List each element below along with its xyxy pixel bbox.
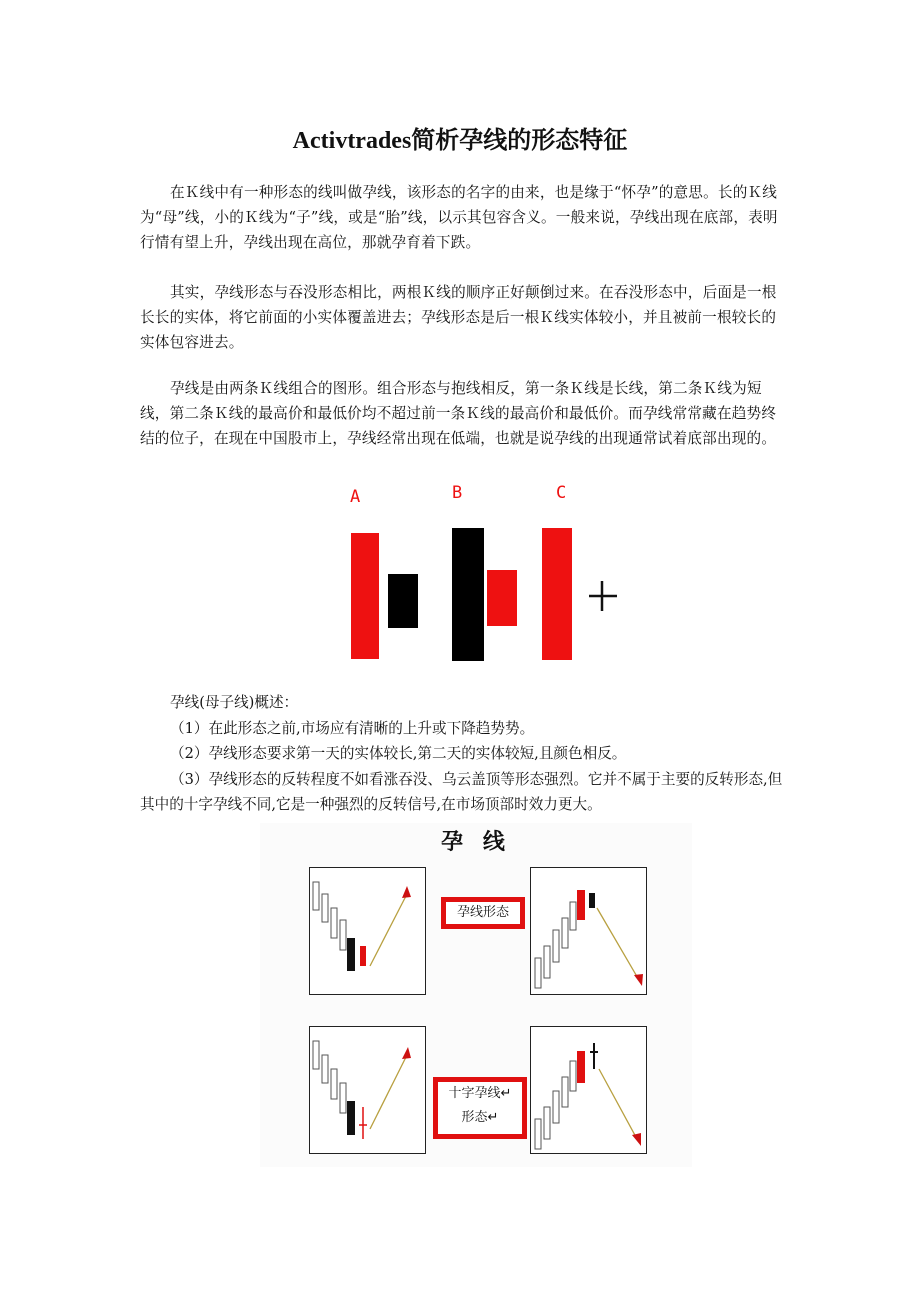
harami-abc-figure [336, 478, 636, 674]
summary-list [140, 690, 788, 818]
candle-c-long-red [542, 528, 572, 660]
panel-bottom-cross-harami [309, 1026, 426, 1154]
panel-top-harami [530, 867, 647, 995]
illustration-heading: 孕 线 [441, 830, 511, 855]
label-harami-pattern [441, 897, 525, 929]
label-c: C [556, 483, 567, 503]
label-harami-pattern-text: 孕线形态 [456, 905, 509, 920]
summary-item-1: （1）在此形态之前,市场应有清晰的上升或下降趋势势。 [170, 719, 535, 737]
label-a: A [350, 487, 361, 507]
paragraph-1: 在Ｋ线中有一种形态的线叫做孕线，该形态的名字的由来，也是缘于“怀孕”的意思。长的Ｋ线为“母”线，小的Ｋ线为“子”线，或是“胎”线，以示其包容含义。一般来说，孕线出现在底部，表明行情有望上升，孕线出现在高位，那就孕育着下跌。 [140, 184, 778, 251]
panel-bottom-harami [309, 867, 426, 995]
summary-item-3: （3）孕线形态的反转程度不如看涨吞没、乌云盖顶等形态强烈。它并不属于主要的反转形态,但其中的十字孕线不同,它是一种强烈的反转信号,在市场顶部时效力更大。 [140, 770, 783, 813]
candle-a-short-black [388, 574, 418, 628]
label-cross-harami-pattern [433, 1077, 527, 1139]
doji-cross-symbol [589, 581, 617, 611]
label-b: B [452, 483, 463, 503]
panel-top-cross-harami [530, 1026, 647, 1154]
label-cross-harami-line2: 形态↵ [461, 1110, 499, 1125]
harami-pattern-illustration [260, 823, 692, 1167]
candle-b-long-black [452, 528, 484, 661]
paragraph-3: 孕线是由两条Ｋ线组合的图形。组合形态与抱线相反，第一条Ｋ线是长线，第二条Ｋ线为短线，第二条Ｋ线的最高价和最低价均不超过前一条Ｋ线的最高价和最低价。而孕线常常藏在趋势终结的位子，在现在中国股市上，孕线经常出现在低端，也就是说孕线的出现通常试着底部出现的。 [140, 380, 777, 447]
label-cross-harami-line1: 十字孕线↵ [448, 1086, 512, 1101]
summary-item-2: （2）孕线形态要求第一天的实体较长,第二天的实体较短,且颜色相反。 [170, 745, 627, 762]
paragraph-2: 其实，孕线形态与吞没形态相比，两根Ｋ线的顺序正好颠倒过来。在吞没形态中，后面是一根长长的实体，将它前面的小实体覆盖进去；孕线形态是后一根Ｋ线实体较小，并且被前一根较长的实体包容进去。 [140, 284, 777, 351]
candle-b-short-red [487, 570, 517, 626]
page-title: Activtrades简析孕线的形态特征 [292, 128, 628, 154]
candle-a-long-red [351, 533, 379, 659]
summary-heading: 孕线(母子线)概述： [170, 694, 299, 711]
